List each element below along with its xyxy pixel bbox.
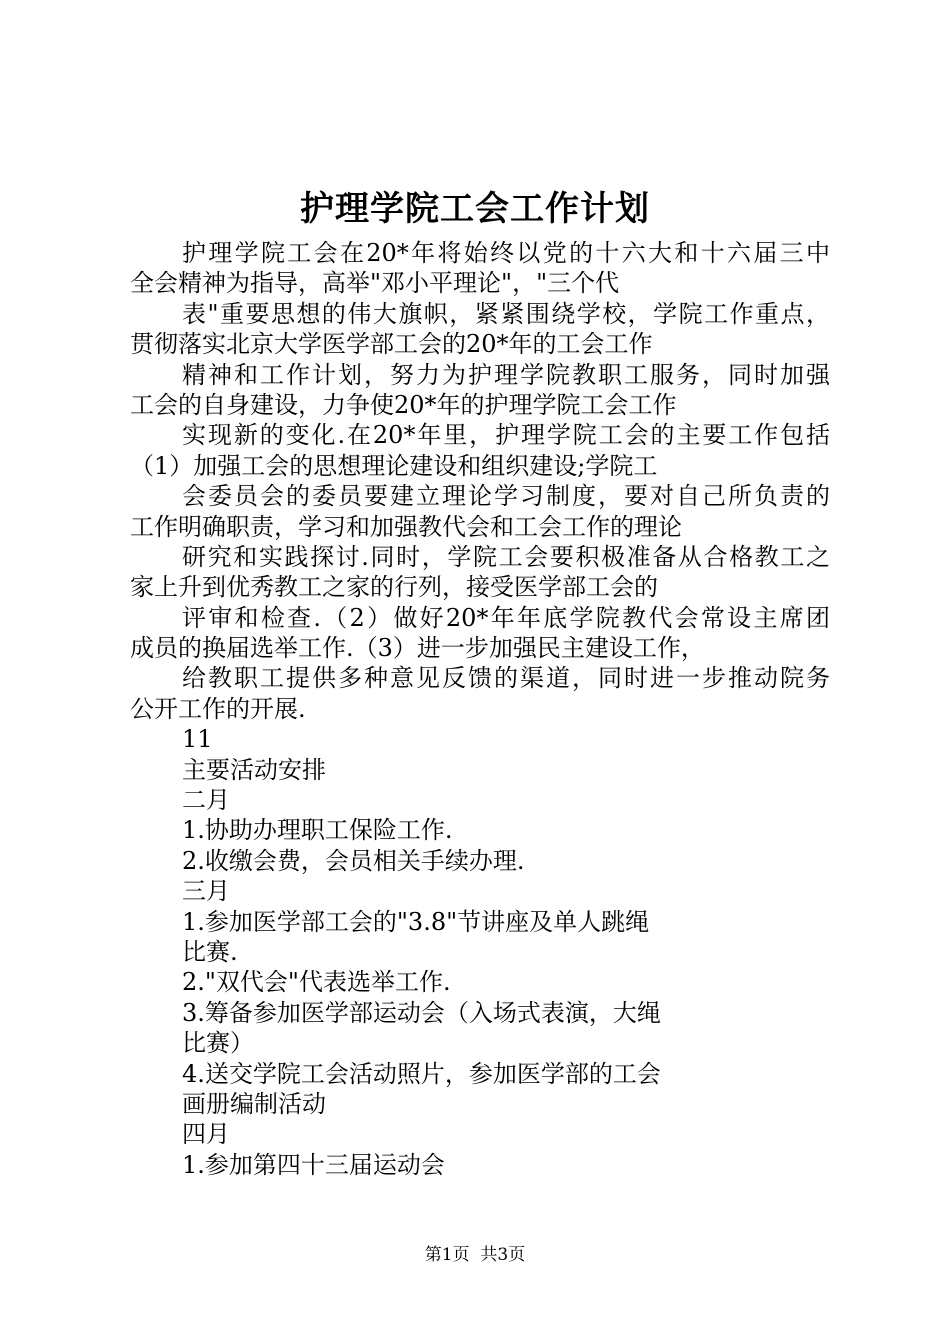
paragraph-line: 家上升到优秀教工之家的行列，接受医学部工会的 xyxy=(130,573,658,602)
paragraph-line: 工作明确职责，学习和加强教代会和工会工作的理论 xyxy=(130,512,682,541)
paragraph-line: 工会的自身建设，力争使20*年的护理学院工会工作 xyxy=(130,390,677,419)
month-heading: 二月 xyxy=(182,786,230,815)
paragraph-line: 表"重要思想的伟大旗帜，紧紧围绕学校，学院工作重点， xyxy=(182,299,830,328)
paragraph-line: 全会精神为指导，高举"邓小平理论"，"三个代 xyxy=(130,269,620,298)
list-item: 1.参加医学部工会的"3.8"节讲座及单人跳绳 xyxy=(182,907,650,936)
month-heading: 三月 xyxy=(182,877,230,906)
paragraph-line: 护理学院工会在20*年将始终以党的十六大和十六届三中 xyxy=(182,239,830,267)
paragraph-line: 精神和工作计划，努力为护理学院教职工服务，同时加强 xyxy=(182,360,830,389)
list-line: 11 xyxy=(182,725,213,754)
paragraph-line: （1）加强工会的思想理论建设和组织建设;学院工 xyxy=(130,451,658,480)
paragraph-line: 给教职工提供多种意见反馈的渠道，同时进一步推动院务 xyxy=(182,664,830,693)
document-title: 护理学院工会工作计划 xyxy=(300,189,650,229)
paragraph-line: 研究和实践探讨.同时，学院工会要积极准备从合格教工之 xyxy=(182,542,830,571)
list-item: 4.送交学院工会活动照片，参加医学部的工会 xyxy=(182,1059,661,1088)
list-item: 2."双代会"代表选举工作. xyxy=(182,968,451,997)
paragraph-line: 公开工作的开展. xyxy=(130,694,306,723)
list-item: 1.协助办理职工保险工作. xyxy=(182,816,453,845)
list-item: 1.参加第四十三届运动会 xyxy=(182,1150,445,1179)
paragraph-line: 贯彻落实北京大学医学部工会的20*年的工会工作 xyxy=(130,330,653,359)
document-body xyxy=(130,238,830,1180)
paragraph-line: 实现新的变化.在20*年里，护理学院工会的主要工作包括 xyxy=(182,421,830,450)
section-heading: 主要活动安排 xyxy=(182,755,326,784)
list-item-continuation: 比赛. xyxy=(182,937,238,966)
month-heading: 四月 xyxy=(182,1120,230,1149)
list-item-continuation: 比赛） xyxy=(182,1029,254,1058)
paragraph-line: 评审和检查.（2）做好20*年年底学院教代会常设主席团 xyxy=(182,603,830,632)
page-footer: 第1页 共3页 xyxy=(424,1245,526,1265)
list-item-continuation: 画册编制活动 xyxy=(182,1089,326,1118)
list-item: 3.筹备参加医学部运动会（入场式表演，大绳 xyxy=(182,998,661,1027)
paragraph-line: 会委员会的委员要建立理论学习制度，要对自己所负责的 xyxy=(182,482,830,511)
paragraph-line: 成员的换届选举工作.（3）进一步加强民主建设工作， xyxy=(130,634,705,663)
list-item: 2.收缴会费，会员相关手续办理. xyxy=(182,846,525,875)
